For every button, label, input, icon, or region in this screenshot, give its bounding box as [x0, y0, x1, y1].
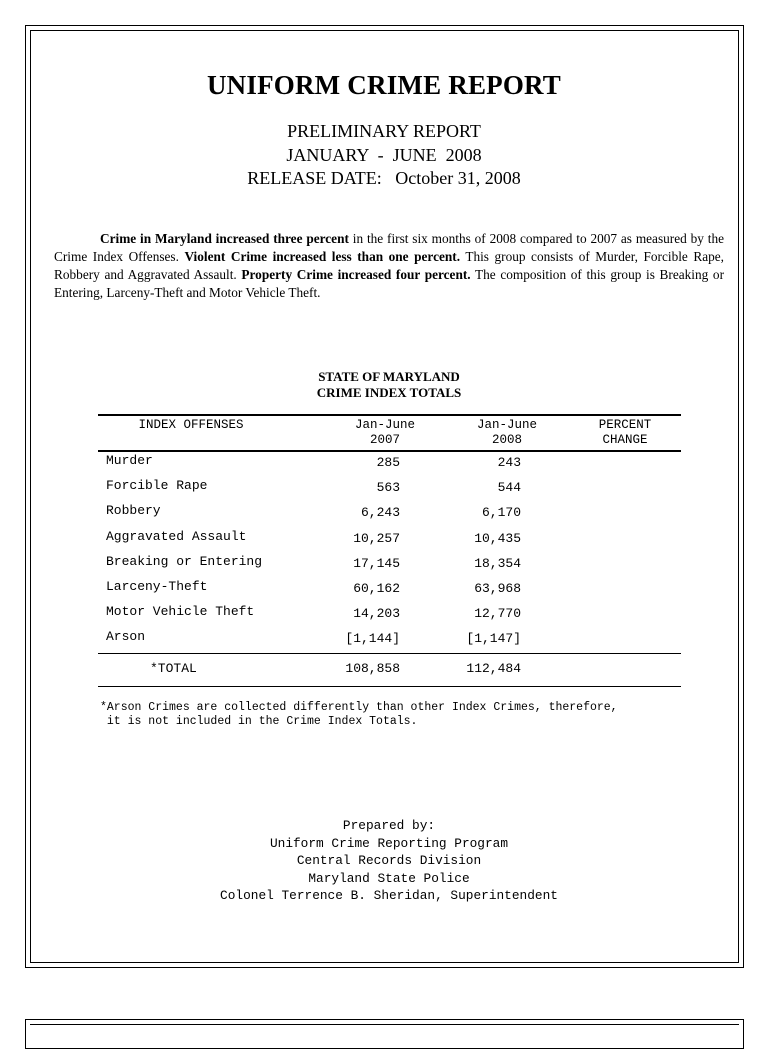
- table-title-line2: CRIME INDEX TOTALS: [316, 385, 462, 400]
- table-row-2008: 12,770: [474, 606, 521, 622]
- table-total-rule: [98, 653, 681, 654]
- table-row-offense: Murder: [106, 453, 153, 468]
- header-2007-line1: Jan-June: [354, 418, 415, 432]
- footnote-line1: *Arson Crimes are collected differently than other Index Crimes, therefore,: [100, 701, 618, 714]
- total-2007: 108,858: [345, 661, 400, 676]
- table-row-offense: Arson: [106, 629, 146, 645]
- table-row-offense: Breaking or Entering: [106, 553, 263, 569]
- report-period: JANUARY - JUNE 2008: [286, 145, 482, 165]
- table-row-2007: 14,203: [353, 606, 400, 622]
- total-label: *TOTAL: [150, 661, 197, 676]
- table-row-2008: [1,147]: [466, 631, 521, 647]
- header-2008-line2: 2008: [491, 433, 522, 447]
- prepared-line5: Colonel Terrence B. Sheridan, Superintendent: [220, 888, 558, 903]
- arson-footnote: [100, 701, 700, 729]
- table-row-2008: 10,435: [474, 530, 521, 546]
- report-title: UNIFORM CRIME REPORT: [206, 70, 562, 100]
- next-page-border-inner: [30, 1024, 739, 1054]
- table-row-2008: 63,968: [474, 581, 521, 596]
- table-header-rule: [98, 450, 681, 452]
- table-row-2008: 544: [497, 480, 521, 496]
- release-date: RELEASE DATE: October 31, 2008: [247, 168, 521, 188]
- intro-bold-1: Crime in Maryland increased three percent: [100, 231, 349, 246]
- prepared-by-block: [0, 817, 768, 905]
- table-bottom-rule: [98, 686, 681, 687]
- total-2008: 112,484: [466, 661, 521, 676]
- intro-bold-2: Violent Crime increased less than one percent.: [184, 249, 461, 264]
- table-row-offense: Forcible Rape: [106, 478, 208, 494]
- table-row-2007: 17,145: [353, 555, 400, 571]
- prepared-line1: Prepared by:: [342, 818, 436, 833]
- table-title-line1: STATE OF MARYLAND: [318, 369, 460, 384]
- header-percent-line2: CHANGE: [602, 433, 648, 447]
- intro-paragraph: [54, 230, 724, 302]
- table-top-rule: [98, 414, 681, 416]
- intro-text-2: This group consists of Murder, Forcible Rape, Robbery and Aggravated Assault.: [54, 249, 724, 282]
- table-row-offense: Robbery: [106, 503, 161, 519]
- table-row-2007: 563: [376, 480, 400, 496]
- header-index-offenses: INDEX OFFENSES: [138, 418, 244, 432]
- table-row-2007: [1,144]: [345, 631, 400, 647]
- footnote-line2: it is not included in the Crime Index Totals.: [100, 715, 418, 728]
- table-row-offense: Aggravated Assault: [106, 528, 247, 544]
- header-2008-line1: Jan-June: [476, 418, 537, 432]
- table-row-2008: 18,354: [474, 555, 521, 571]
- table-row-2007: 285: [376, 455, 400, 470]
- table-row-2007: 60,162: [353, 581, 400, 596]
- table-row-2007: 6,243: [360, 505, 400, 521]
- table-row-offense: Motor Vehicle Theft: [106, 604, 255, 620]
- report-subtitle: PRELIMINARY REPORT: [287, 121, 481, 141]
- prepared-line3: Central Records Division: [296, 853, 482, 868]
- intro-text-1: in the first six months of 2008 compared to 2007 as measured by the Crime Index Offenses.: [54, 231, 724, 264]
- table-row-2007: 10,257: [353, 530, 400, 546]
- header-2007-line2: 2007: [369, 433, 400, 447]
- table-row-2008: 6,170: [481, 505, 521, 521]
- header-percent-line1: PERCENT: [598, 418, 652, 432]
- intro-bold-3: Property Crime increased four percent.: [241, 267, 471, 282]
- table-row-2008: 243: [497, 455, 521, 470]
- prepared-line4: Maryland State Police: [308, 870, 470, 886]
- intro-text-3: The composition of this group is Breaking or Entering, Larceny-Theft and Motor Vehicle Theft.: [54, 267, 725, 300]
- table-row-offense: Larceny-Theft: [106, 579, 208, 594]
- prepared-line2: Uniform Crime Reporting Program: [269, 835, 509, 851]
